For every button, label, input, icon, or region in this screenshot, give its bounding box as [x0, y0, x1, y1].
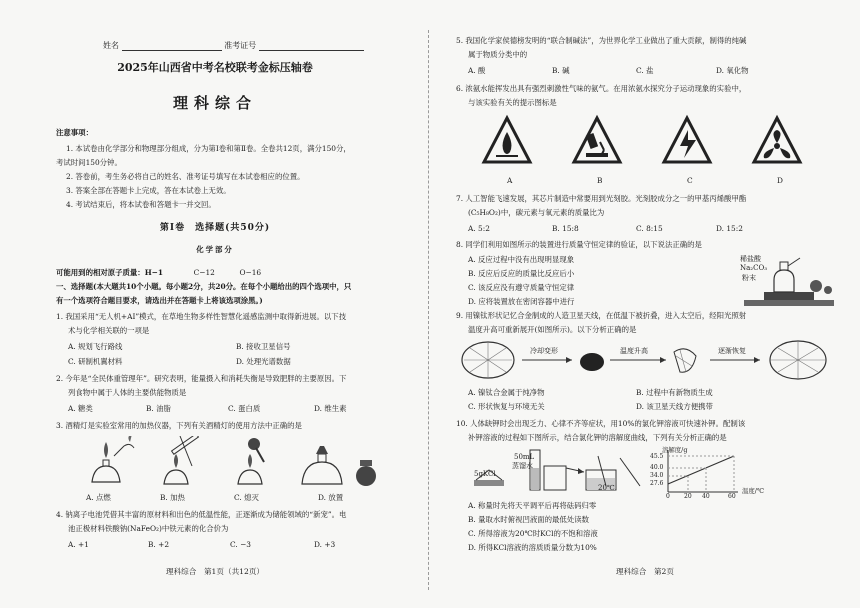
q10-option-b[interactable]: B. 量取水时俯视凹液面的最低处读数 [468, 515, 589, 524]
q5-option-b[interactable]: B. 碱 [552, 66, 570, 75]
section-instruction: 有一个选项符合题目要求，请选出并在答题卡上将该选项涂黑。) [56, 296, 263, 305]
satellite-antenna-sequence [460, 338, 850, 386]
q7-option-d[interactable]: D. 15:2 [716, 224, 743, 233]
q2-option-a[interactable]: A. 糖类 [68, 404, 93, 413]
water-volume-label: 50mL [514, 453, 535, 461]
lamp-extinguishing-icon [238, 438, 264, 484]
q4-option-b[interactable]: B. +2 [148, 540, 170, 549]
lamp-heating-icon [164, 436, 198, 484]
q7-option-a[interactable]: A. 5:2 [468, 224, 490, 233]
solubility-curve [668, 456, 734, 484]
q8-option-a[interactable]: A. 反应过程中没有出现明显现象 [468, 255, 575, 264]
subject-title: 理科综合 [172, 94, 257, 112]
kcl-label: 5gKCl [474, 470, 496, 478]
q6-option-b[interactable]: B [597, 176, 603, 185]
q10-stem: 补钾溶液的过程如下图所示，结合氯化钾的溶解度曲线，下列有关分析正确的是 [468, 433, 727, 442]
xtick: 0 [666, 493, 670, 500]
dish-antenna-icon [462, 342, 514, 378]
q8-option-d[interactable]: D. 应将装置放在密闭容器中进行 [468, 297, 575, 306]
q5-option-c[interactable]: C. 盐 [636, 66, 654, 75]
half-open-antenna-icon [674, 349, 696, 372]
water-label: 蒸馏水 [512, 462, 533, 470]
q7-stem: (C₅H₈O₂)中，碳元素与氧元素的质量比为 [468, 208, 605, 217]
ytick: 40.0 [650, 464, 664, 471]
recover-label: 逐渐恢复 [718, 347, 746, 355]
ticket-blank[interactable] [259, 42, 364, 51]
q5-stem: 5. 我国化学家侯德榜发明的“联合制碱法”，为世界化学工业做出了重大贡献，制得的纯碱 [456, 36, 747, 45]
ticket-label: 准考证号 [224, 41, 257, 50]
q7-stem: 7. 人工智能飞速发展，其芯片制造中常要用到光刻胶。光刻胶成分之一的甲基丙烯酸甲酯 [456, 194, 747, 203]
ventilation-icon [754, 118, 800, 162]
hcl-label: 稀盐酸 [740, 255, 761, 263]
q5-option-d[interactable]: D. 氧化物 [716, 66, 749, 75]
q1-stem: 术与化学相关联的一项是 [68, 326, 150, 335]
safety-icons [460, 114, 840, 172]
q7-option-b[interactable]: B. 15:8 [552, 224, 579, 233]
chart-ylabel: 溶解度/g [662, 446, 688, 454]
q9-option-b[interactable]: B. 过程中有新物质生成 [636, 388, 713, 397]
q2-option-b[interactable]: B. 油脂 [146, 404, 171, 413]
xtick: 40 [702, 493, 710, 500]
q9-stem: 9. 用镍钛形状记忆合金制成的人造卫星天线，在低温下被折叠，进入太空后，经阳光照射 [456, 311, 747, 320]
name-blank[interactable] [122, 42, 222, 51]
q8-option-b[interactable]: B. 反应后反应的质量比反应后小 [468, 269, 575, 278]
q3-option-c[interactable]: C. 熄灭 [234, 493, 259, 502]
q9-option-d[interactable]: D. 该卫星天线方便携带 [636, 402, 713, 411]
q2-stem: 2. 今年是“全民体重管理年”。研究表明，能量摄入和消耗失衡是导致肥胖的主要原因。下 [56, 374, 347, 383]
folded-antenna-icon [580, 353, 604, 371]
page-footer: 理科综合 第2页 [616, 567, 674, 576]
q9-option-a[interactable]: A. 镍钛合金属于纯净物 [468, 388, 545, 397]
cool-deform-label: 冷却变形 [530, 347, 558, 355]
q6-stem: 6. 浓氨水能挥发出具有强烈刺激性气味的氨气。在用浓氨水探究分子运动现象的实验中， [456, 84, 747, 93]
xtick: 60 [728, 493, 736, 500]
q2-option-d[interactable]: D. 维生素 [314, 404, 347, 413]
q3-stem: 3. 酒精灯是实验室常用的加热仪器，下列有关酒精灯的使用方法中正确的是 [56, 421, 302, 430]
section-instruction: 一、选择题(本大题共10个小题。每小题2分，共20分。在每个小题给出的四个选项中，只 [56, 282, 352, 291]
flame-warning-icon [484, 118, 530, 162]
q6-option-c[interactable]: C [687, 176, 693, 185]
ytick: 34.0 [650, 472, 664, 479]
q8-option-c[interactable]: C. 该反应没有遵守质量守恒定律 [468, 283, 575, 292]
q7-option-c[interactable]: C. 8:15 [636, 224, 663, 233]
restored-antenna-icon [770, 341, 826, 379]
q6-stem: 与该实验有关的提示图标是 [468, 98, 557, 107]
name-label: 姓名 [103, 41, 119, 50]
electric-warning-icon [664, 118, 710, 162]
exam-title: 2025年山西省中考名校联考金标压轴卷 [117, 61, 313, 74]
q3-option-a[interactable]: A. 点燃 [86, 493, 111, 502]
part1-heading: 第Ⅰ卷 选择题(共50分) [159, 223, 271, 233]
notice-line: 考试时间150分钟。 [56, 158, 122, 167]
q8-stem: 8. 同学们利用如图所示的装置进行质量守恒定律的验证，以下说法正确的是 [456, 240, 702, 249]
page-footer: 理科综合 第1页（共12页） [165, 567, 265, 576]
q9-stem: 温度升高可重新展开(如图所示)。以下分析正确的是 [468, 325, 637, 334]
solution-prep-illustration [470, 446, 670, 496]
chem-heading: 化学部分 [196, 245, 234, 254]
q10-option-d[interactable]: D. 所得KCl溶液的溶质质量分数为10% [468, 543, 597, 552]
notice-title: 注意事项： [56, 128, 93, 137]
q10-stem: 10. 人体缺钾时会出现乏力、心律不齐等症状，用10%的氯化钾溶液可快速补钾。配制该 [456, 419, 746, 428]
q1-stem: 1. 我国采用“无人机+AI”模式，在草地生物多样性智慧化遥感监测中取得新进展。以下技 [56, 312, 347, 321]
q4-option-a[interactable]: A. +1 [68, 540, 89, 549]
lamp-lighting-icon [92, 436, 134, 482]
q4-stem: 池正极材料铁酸钠(NaFeO₂)中铁元素的化合价为 [68, 524, 229, 533]
q4-stem: 4. 钠离子电池凭借其丰富的原材料和出色的低温性能，正逐渐成为储能领域的“新宠”。电 [56, 510, 347, 519]
q1-option-b[interactable]: B. 接收卫星信号 [236, 342, 291, 351]
notice-line: 2. 答卷前，考生务必将自己的姓名、准考证号填写在本试卷相应的位置。 [66, 172, 305, 181]
atomic-mass-line: 可能用到的相对原子质量：H−1 C−12 O−16 [56, 268, 262, 277]
q5-option-a[interactable]: A. 酸 [468, 66, 486, 75]
notice-line: 1. 本试卷由化学部分和物理部分组成，分为第Ⅰ卷和第Ⅱ卷。全卷共12页，满分150分， [66, 144, 351, 153]
temp-label: 20℃ [598, 484, 615, 492]
powder-label: 粉末 [742, 274, 756, 282]
q3-option-b[interactable]: B. 加热 [160, 493, 185, 502]
ytick: 45.5 [650, 453, 664, 460]
page-2 [430, 0, 860, 608]
q1-option-d[interactable]: D. 处理光谱数据 [236, 357, 291, 366]
na2co3-label: Na₂CO₃ [740, 264, 768, 272]
q3-option-d[interactable]: D. 放置 [318, 493, 344, 502]
q1-option-c[interactable]: C. 研制机翼材料 [68, 357, 123, 366]
q4-option-c[interactable]: C. −3 [230, 540, 251, 549]
q10-option-c[interactable]: C. 所得溶液为20℃时KCl的不饱和溶液 [468, 529, 598, 538]
lamp-placing-icon [302, 446, 376, 486]
q6-option-a[interactable]: A [507, 176, 513, 185]
q5-stem: 属于物质分类中的 [468, 50, 528, 59]
notice-line: 3. 答案全部在答题卡上完成，答在本试卷上无效。 [66, 186, 231, 195]
alcohol-lamp-illustrations [80, 436, 420, 490]
q9-option-c[interactable]: C. 形状恢复与环境无关 [468, 402, 545, 411]
xtick: 20 [684, 493, 692, 500]
corrosive-warning-icon [574, 118, 620, 162]
q2-stem: 列食物中属于人体的主要供能物质是 [68, 388, 187, 397]
chart-xlabel: 温度/℃ [742, 487, 765, 495]
q6-option-d[interactable]: D [777, 176, 783, 185]
q4-option-d[interactable]: D. +3 [314, 540, 336, 549]
ytick: 27.6 [650, 480, 664, 487]
name-field [103, 41, 364, 51]
q10-option-a[interactable]: A. 称量时先将天平调平后再将砝码归零 [468, 501, 597, 510]
heat-up-label: 温度升高 [620, 347, 648, 355]
q1-option-a[interactable]: A. 规划飞行路线 [68, 342, 123, 351]
q2-option-c[interactable]: C. 蛋白质 [228, 404, 261, 413]
notice-line: 4. 考试结束后，将本试卷和答题卡一并交回。 [66, 200, 216, 209]
